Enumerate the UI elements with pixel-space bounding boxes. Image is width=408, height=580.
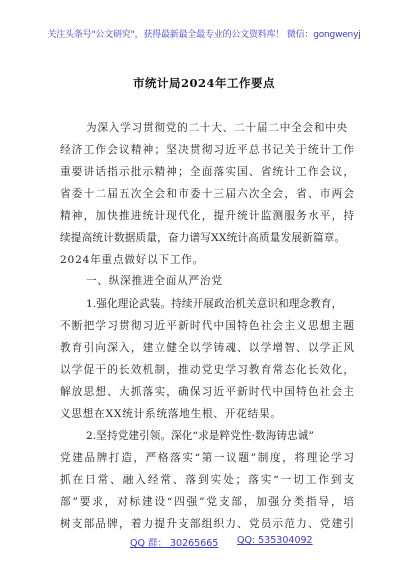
qq-number: QQ: 535304092 <box>237 535 313 546</box>
paragraph-line: 教育引向深入，建立健全以学铸魂、以学增智、以学正风 <box>60 342 354 354</box>
paragraph-line: 解放思想、大抓落实，确保习近平新时代中国特色社会主 <box>60 386 354 398</box>
paragraph-line: 续提高统计数据质量，奋力谱写XX统计高质量发展新篇章。 <box>60 232 346 244</box>
paragraph-line: 不断把学习贯彻习近平新时代中国特色社会主义思想主题 <box>60 320 354 332</box>
paragraph-line: 经济工作会议精神；坚决贯彻习近平总书记关于统计工作 <box>60 144 354 156</box>
paragraph-line: 2.坚持党建引领。深化“求是粹党性·数海铸忠诚” <box>86 430 314 442</box>
paragraph-line: 党建品牌打造，严格落实“第一议题”制度，将理论学习 <box>60 452 354 464</box>
paragraph-line: 部”要求，对标建设“四强”党支部，加强分类指导，培 <box>60 496 354 508</box>
paragraph-line: 为深入学习贯彻党的二十大、二十届二中全会和中央 <box>86 122 349 134</box>
paragraph-line: 1.强化理论武装。持续开展政治机关意识和理念教育， <box>86 298 343 310</box>
paragraph-line: 重要讲话指示批示精神；全面落实国、省统计工作会议， <box>60 166 354 178</box>
document-title: 市统计局2024年工作要点 <box>132 76 275 90</box>
paragraph-line: 2024年重点做好以下工作。 <box>60 254 205 266</box>
paragraph-line: 树支部品牌，着力提升支部组织力、党员示范力、党建引 <box>60 518 354 530</box>
paragraph-line: 以学促干的长效机制，推动党史学习教育常态化长效化， <box>60 364 354 376</box>
paragraph-line: 义思想在XX统计系统落地生根、开花结果。 <box>60 408 282 420</box>
section-heading: 一、纵深推进全面从严治党 <box>86 275 223 287</box>
qq-group: QQ 群： 30265665 <box>130 538 219 549</box>
paragraph-line: 精神，加快推进统计现代化，提升统计监测服务水平，持 <box>60 210 354 222</box>
paragraph-line: 抓在日常、融入经常、落到实处；落实“一切工作到支 <box>60 474 354 486</box>
paragraph-line: 省委十二届五次全会和市委十三届六次全会，省、市两会 <box>60 188 354 200</box>
promo-banner: 关注头条号"公文研究"，获得最新最全最专业的公文资料库！ 微信：gongwenyj <box>47 30 361 40</box>
